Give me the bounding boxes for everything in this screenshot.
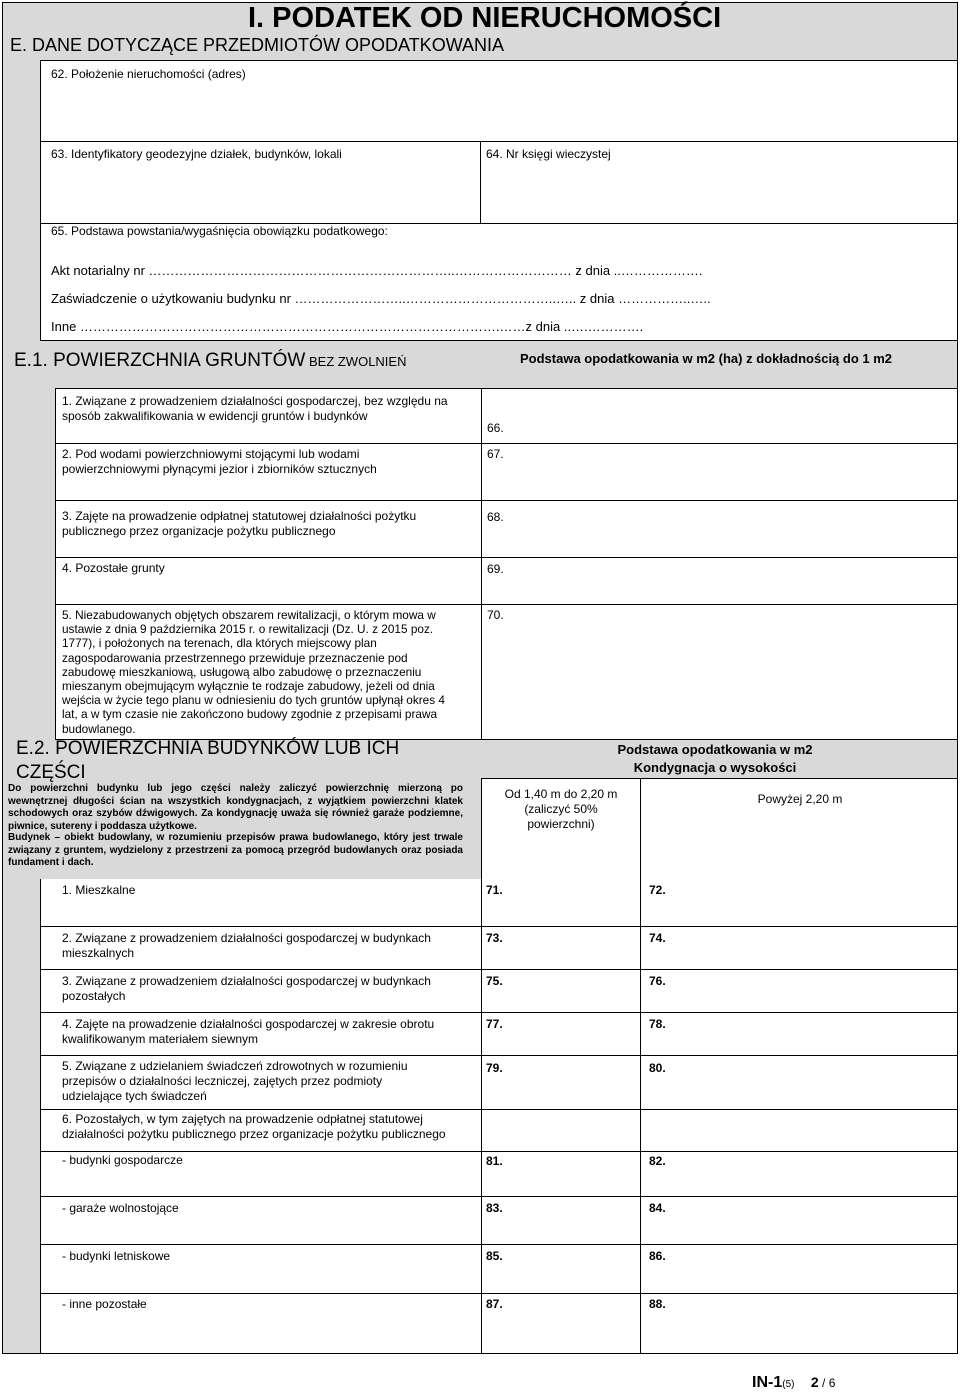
field-82-label: 82. — [649, 1154, 666, 1168]
field-83[interactable] — [482, 1197, 640, 1244]
e1-row-1 — [55, 388, 482, 444]
field-84[interactable] — [641, 1197, 958, 1244]
e2-sub-row-4-label: - inne pozostałe — [62, 1297, 147, 1311]
e2-sub-row-1-label: - budynki gospodarcze — [62, 1153, 183, 1167]
field-75[interactable] — [482, 970, 640, 1012]
e1-title-main: E.1. POWIERZCHNIA GRUNTÓW — [14, 350, 306, 371]
e1-row-3-label: 3. Zajęte na prowadzenie odpłatnej statutowej działalności pożytku publicznego przez organizacje pożytku publicznego — [62, 509, 417, 538]
e1-row-3 — [55, 500, 482, 558]
field-63-label: 63. Identyfikatory geodezyjne działek, budynków, lokali — [51, 147, 342, 161]
e2-row-4-label: 4. Zajęte na prowadzenie działalności gospodarczej w zakresie obrotu kwalifikowanym materiałem siewnym — [62, 1017, 435, 1046]
field-76-label: 76. — [649, 974, 666, 988]
field-72[interactable] — [641, 880, 958, 926]
e2-col-high-label: Powyżej 2,20 m — [757, 792, 843, 806]
field-79[interactable] — [482, 1056, 640, 1109]
e2-row-2-label: 2. Związane z prowadzeniem działalności gospodarczej w budynkach mieszkalnych — [62, 931, 431, 960]
e2-title: E.2. POWIERZCHNIA BUDYNKÓW LUB ICH CZĘŚCI — [16, 738, 400, 783]
e1-row-2-label: 2. Pod wodami powierzchniowymi stojącymi lub wodami powierzchniowymi płynącymi jezior i zbiorników sztucznych — [62, 447, 377, 476]
field-87[interactable] — [482, 1294, 640, 1354]
field-71-label: 71. — [486, 883, 503, 897]
e2-sub-row-2-label: - garaże wolnostojące — [62, 1201, 179, 1215]
e1-row-5 — [55, 604, 482, 740]
field-88[interactable] — [641, 1294, 958, 1354]
field-73[interactable] — [482, 927, 640, 969]
field-87-label: 87. — [486, 1297, 503, 1311]
field-62-label: 62. Położenie nieruchomości (adres) — [51, 67, 246, 81]
field-65-basis[interactable] — [40, 223, 958, 341]
field-73-label: 73. — [486, 931, 503, 945]
e2-note-2: Budynek – obiekt budowlany, w rozumieniu przepisów prawa budowlanego, który jest trwale związany z gruntem, wydzielony z przestrzeni za pomocą przegród budowlanych oraz posiada fundament i dach. — [8, 832, 463, 869]
e1-basis-label: Podstawa opodatkowania w m2 (ha) z dokładnością do 1 m2 — [520, 351, 893, 366]
field-85[interactable] — [482, 1245, 640, 1293]
form-version: (5) — [782, 1379, 795, 1390]
field-71[interactable] — [482, 880, 640, 926]
field-85-label: 85. — [486, 1249, 503, 1263]
e1-row-4-label: 4. Pozostałe grunty — [62, 561, 165, 575]
e2-basis-title: Podstawa opodatkowania w m2 — [617, 742, 813, 757]
e1-title-small: BEZ ZWOLNIEŃ — [305, 354, 407, 369]
field-70-label: 70. — [487, 608, 504, 622]
field-70[interactable] — [481, 604, 958, 740]
field-79-label: 79. — [486, 1061, 503, 1075]
field-74-label: 74. — [649, 931, 666, 945]
field-74[interactable] — [641, 927, 958, 969]
field-63-geodesic-ids[interactable] — [40, 141, 481, 224]
field-66[interactable] — [481, 388, 958, 444]
e2-row-5-label: 5. Związane z udzielaniem świadczeń zdrowotnych w rozumieniu przepisów o działalności leczniczej, zajętych przez podmioty udzielające tych świadczeń — [62, 1059, 408, 1103]
field-69-label: 69. — [487, 562, 504, 576]
field-78[interactable] — [641, 1013, 958, 1055]
e2-col-high — [640, 778, 958, 880]
field-67[interactable] — [481, 443, 958, 501]
field-68-label: 68. — [487, 510, 504, 524]
field-65-akt: Akt notarialny nr ……………………………………………………………..……………………… z dnia ..………………. — [51, 263, 703, 278]
e1-row-1-label: 1. Związane z prowadzeniem działalności gospodarczej, bez względu na sposób zakwalifikowania w ewidencji gruntów i budynków — [62, 394, 448, 423]
field-78-label: 78. — [649, 1017, 666, 1031]
page-total: / 6 — [818, 1376, 836, 1390]
field-67-label: 67. — [487, 447, 504, 461]
e2-col-low — [481, 778, 641, 880]
e2-row-6-label: 6. Pozostałych, w tym zajętych na prowadzenie odpłatnej statutowej działalności pożytku publicznego przez organizacje pożytku publicznego — [62, 1112, 446, 1141]
e2-sub-row-3-label: - budynki letniskowe — [62, 1249, 171, 1263]
page-number: 2 — [810, 1374, 819, 1390]
field-65-inne: Inne …………………………………………………………………………………….……z dnia ..….…………. — [51, 319, 644, 334]
field-86-label: 86. — [649, 1249, 666, 1263]
field-86[interactable] — [641, 1245, 958, 1293]
e2-row-1-label: 1. Mieszkalne — [62, 883, 136, 897]
field-64-label: 64. Nr księgi wieczystej — [486, 147, 611, 161]
e1-title — [14, 350, 406, 372]
field-81[interactable] — [482, 1152, 640, 1196]
page-footer — [752, 1374, 835, 1392]
field-84-label: 84. — [649, 1201, 666, 1215]
field-83-label: 83. — [486, 1201, 503, 1215]
field-88-label: 88. — [649, 1297, 666, 1311]
field-80[interactable] — [641, 1056, 958, 1109]
e2-basis-sub: Kondygnacja o wysokości — [633, 760, 797, 775]
field-62-address[interactable] — [40, 60, 958, 142]
field-77-label: 77. — [486, 1017, 503, 1031]
field-65-label: 65. Podstawa powstania/wygaśnięcia obowiązku podatkowego: — [51, 224, 388, 238]
e1-row-5-label: 5. Niezabudowanych objętych obszarem rewitalizacji, o którym mowa w ustawie z dnia 9 października 2015 r. o rewitalizacji (Dz. U. z 2015 poz. 1777), i położonych na terenach, dla których miejscowy plan zagospodarowania przestrzennego przewiduje przeznaczenie pod zabudowę mieszkaniową, usługową albo zabudowę o przeznaczeniu mieszanym obejmującym wyłącznie te rodzaje zabudowy, jeżeli od dnia wejścia w życie tego planu w odniesieniu do tych gruntów upłynął okres 4 lat, a w tym czasie nie zakończono budowy zgodnie z przepisami prawa budowlanego. — [62, 608, 445, 736]
field-69[interactable] — [481, 557, 958, 605]
field-76[interactable] — [641, 970, 958, 1012]
field-64-land-register[interactable] — [480, 141, 958, 224]
e1-row-2 — [55, 443, 482, 501]
form-code: IN-1 — [752, 1374, 783, 1391]
field-66-label: 66. — [487, 421, 504, 435]
field-77[interactable] — [482, 1013, 640, 1055]
field-82[interactable] — [641, 1152, 958, 1196]
e2-row-3-label: 3. Związane z prowadzeniem działalności gospodarczej w budynkach pozostałych — [62, 974, 431, 1003]
e2-note-1: Do powierzchni budynku lub jego części należy zaliczyć powierzchnię mierzoną po wewnętrznej długości ścian na wszystkich kondygnacjach, z wyjątkiem powierzchni klatek schodowych oraz szybów dźwigowych. Za kondygnację uważa się również garaże podziemne, piwnice, sutereny i poddasza użytkowe. — [8, 783, 463, 832]
row-line — [40, 1109, 958, 1110]
field-65-zaswiadczenie: Zaświadczenie o użytkowaniu budynku nr ……………………..……………………………..….. z dnia ……………..….. — [51, 291, 711, 306]
e1-row-4 — [55, 557, 482, 605]
field-72-label: 72. — [649, 883, 666, 897]
field-81-label: 81. — [486, 1154, 503, 1168]
field-75-label: 75. — [486, 974, 503, 988]
part-title: I. PODATEK OD NIERUCHOMOŚCI — [248, 2, 722, 34]
section-e-title: E. DANE DOTYCZĄCE PRZEDMIOTÓW OPODATKOWANIA — [10, 35, 505, 55]
e2-col-low-label: Od 1,40 m do 2,20 m (zaliczyć 50% powierzchni) — [504, 787, 618, 831]
field-68[interactable] — [481, 500, 958, 558]
field-80-label: 80. — [649, 1061, 666, 1075]
